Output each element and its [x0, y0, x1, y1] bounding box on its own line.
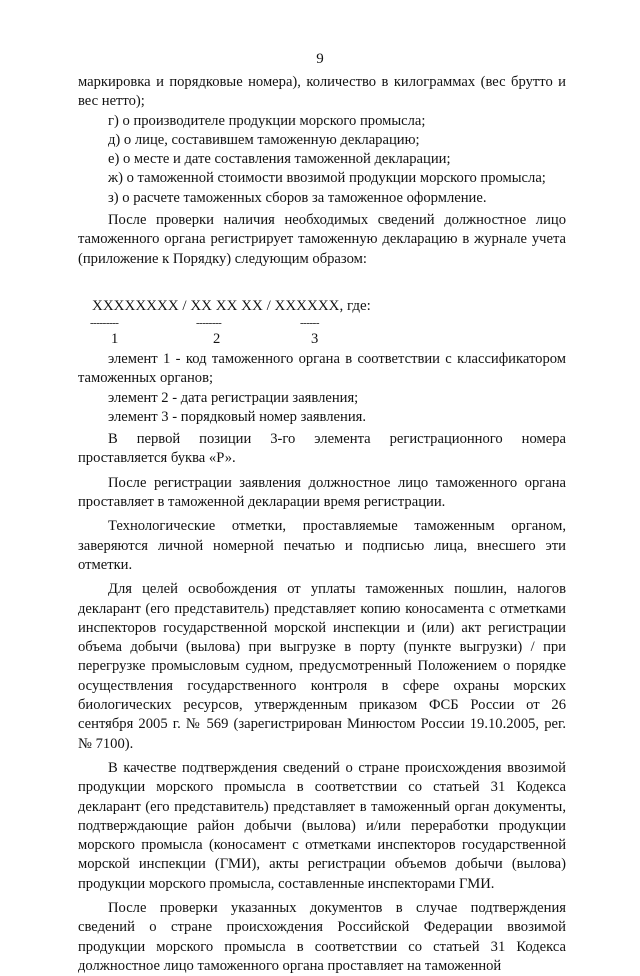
underline-element-1: --------- — [90, 316, 119, 329]
list-item-z: з) о расчете таможенных сборов за таможенное оформление. — [108, 189, 487, 206]
element-3-description: элемент 3 - порядковый номер заявления. — [108, 408, 366, 425]
list-item-d: д) о лице, составившем таможенную декларацию; — [108, 131, 420, 148]
page-number: 9 — [316, 51, 324, 67]
element-label-3: 3 — [311, 330, 319, 347]
paragraph-registration-procedure: После проверки наличия необходимых сведений должностное лицо таможенного органа регистрирует таможенную декларацию в журнале учета (приложение к Порядку) следующим образом: — [78, 212, 566, 267]
paragraph-duty-exemption: Для целей освобождения от уплаты таможенных пошлин, налогов декларант (его представитель) представляет копию коносамента с отметками инспекторов государственной морской инспекции и (или) акт регистрации объема добычи (вылова) при выгрузке в порту (пункте выгрузки) / при перегрузке промысловым судном, предусмотренный Положением о порядке осуществления государственного контроля в сфере охраны морских биологических ресурсов, утвержденным приказом ФСБ России от 26 сентября 2005 г. № 569 (зарегистрирован Минюстом России 19.10.2005, рег. № 7100). — [78, 581, 566, 752]
element-label-1: 1 — [111, 330, 119, 347]
paragraph-technological-marks: Технологические отметки, проставляемые таможенным органом, заверяются личной номерной печатью и подписью лица, внесшего эти отметки. — [78, 518, 566, 573]
registration-number-underlines — [78, 316, 566, 330]
element-label-2: 2 — [213, 330, 221, 347]
underline-element-2: -------- — [196, 316, 222, 329]
element-1-description: элемент 1 - код таможенного органа в соответствии с классификатором таможенных органов; — [78, 350, 566, 387]
paragraph-after-registration: После регистрации заявления должностное лицо таможенного органа проставляет в таможенной декларации время регистрации. — [78, 474, 566, 511]
paragraph-intro-continuation: маркировка и порядковые номера), количество в килограммах (вес брутто и вес нетто); — [78, 74, 566, 110]
element-2-description: элемент 2 - дата регистрации заявления; — [108, 389, 359, 406]
document-body — [78, 73, 566, 976]
paragraph-document-check: После проверки указанных документов в случае подтверждения сведений о стране происхождения Российской Федерации ввозимой продукции морского промысла в соответствии со статьей 31 Кодекса должностное лицо таможенного органа проставляет на таможенной — [78, 899, 566, 974]
registration-number-format: XXXXXXXX / XX XX XX / XXXXXX, где: — [92, 297, 371, 314]
list-item-e: е) о месте и дате составления таможенной декларации; — [108, 151, 451, 168]
paragraph-first-position: В первой позиции 3-го элемента регистрационного номера проставляется буква «Р». — [78, 431, 566, 467]
paragraph-country-of-origin: В качестве подтверждения сведений о стране происхождения ввозимой продукции морского промысла в соответствии со статьей 31 Кодекса декларант (его представитель) представляет в таможенный орган документы, подтверждающие район добычи (вылова) и/или переработки продукции морского промысла (коносамент с отметками инспекторов государственной морской инспекции (ГМИ), акты регистрации объемов добычи (вылова) продукции морского промысла, составленные инспекторами ГМИ. — [78, 759, 566, 892]
list-item-g: г) о производителе продукции морского промысла; — [108, 112, 426, 129]
registration-number-element-labels — [78, 330, 566, 350]
underline-element-3: ------ — [300, 316, 319, 329]
list-item-zh: ж) о таможенной стоимости ввозимой продукции морского промысла; — [108, 170, 546, 187]
